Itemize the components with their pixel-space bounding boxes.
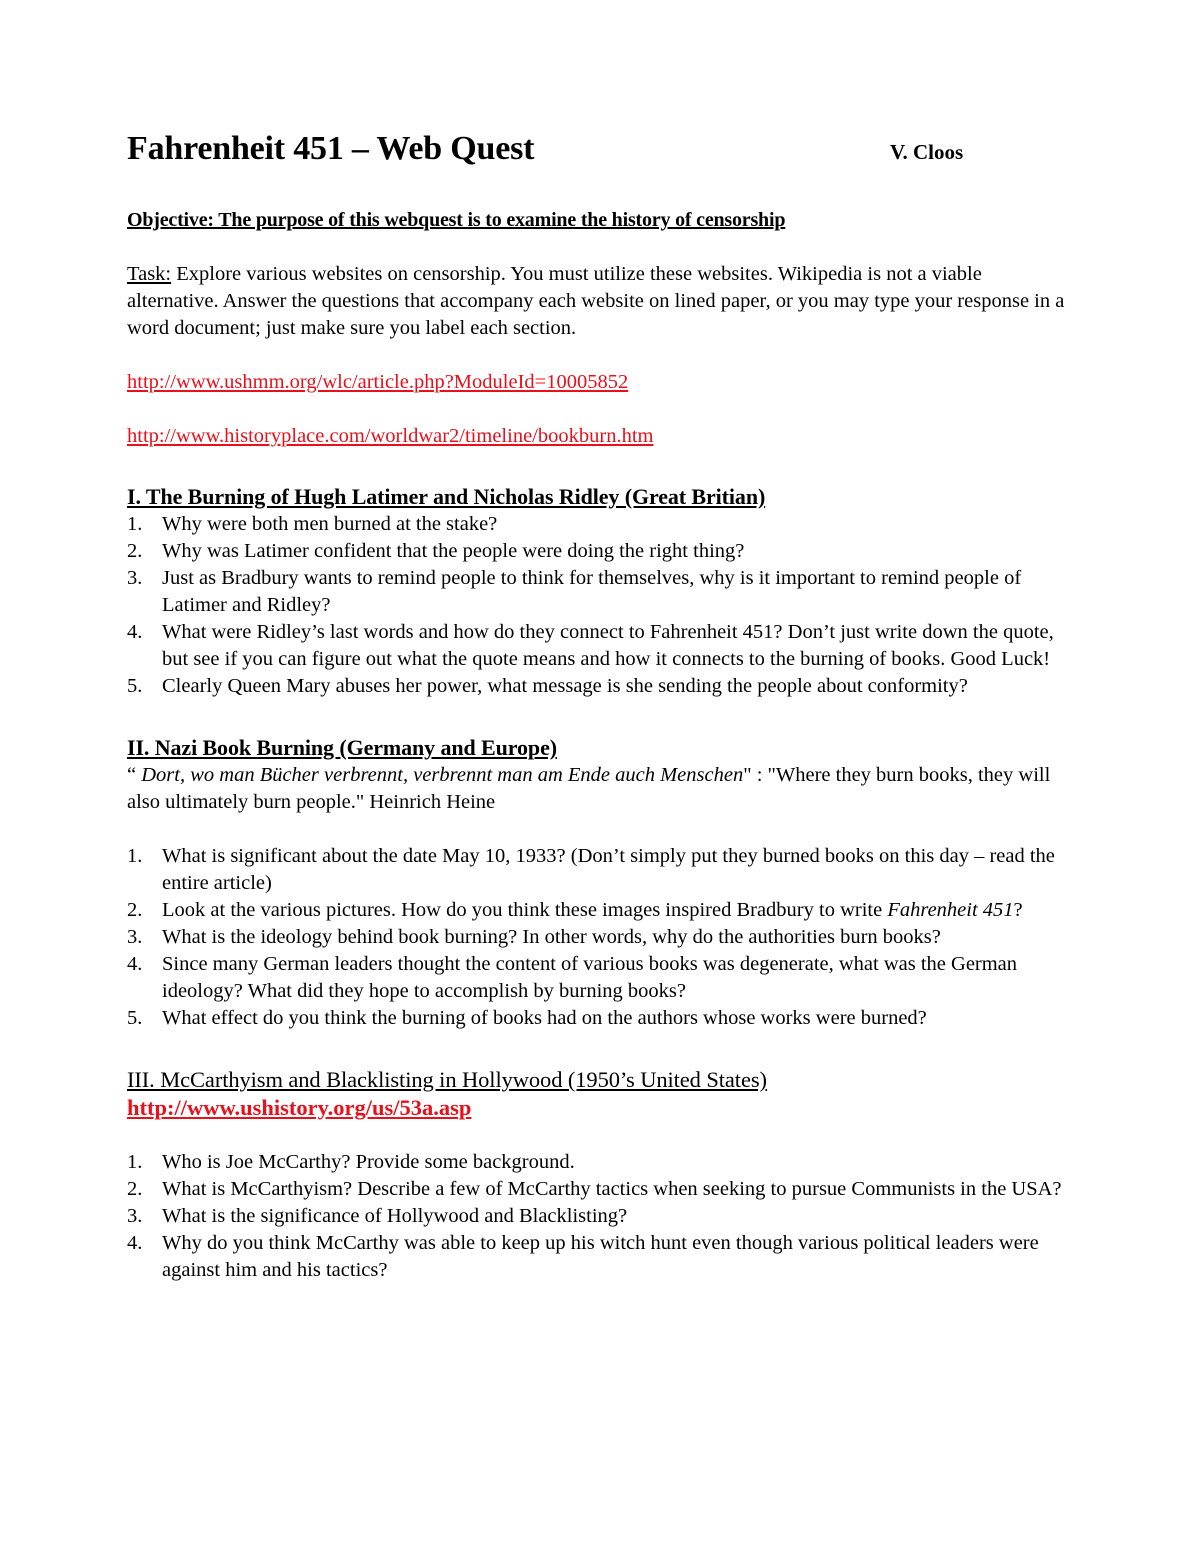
- section-1-heading: I. The Burning of Hugh Latimer and Nicholas Ridley (Great Britian): [127, 484, 766, 509]
- question-text: Why was Latimer confident that the people were doing the right thing?: [162, 540, 745, 562]
- task-paragraph: [127, 261, 1077, 342]
- list-item: [127, 1203, 1077, 1230]
- question-number: 1.: [127, 1151, 143, 1173]
- author-name: V. Cloos: [890, 140, 964, 164]
- task-label: Task:: [127, 263, 172, 285]
- objective: Objective: The purpose of this webquest is to examine the history of censorship: [127, 209, 786, 231]
- quote-open: “: [127, 764, 142, 786]
- question-text: What is the ideology behind book burning? In other words, why do the authorities burn books?: [162, 926, 941, 948]
- question-text-end: ?: [1013, 899, 1023, 921]
- question-number: 1.: [127, 513, 143, 535]
- section-2-questions: [127, 843, 1077, 1032]
- section-2-heading: II. Nazi Book Burning (Germany and Europe): [127, 735, 557, 760]
- question-text: What were Ridley’s last words and how do they connect to Fahrenheit 451? Don’t just write down the quote, but see if you can figure out what the quote means and how it connects to the burning of books. Good Luck!: [162, 621, 1054, 670]
- question-text: Since many German leaders thought the content of various books was degenerate, what was the German ideology? What did they hope to accomplish by burning books?: [162, 953, 1018, 1002]
- list-item: [127, 1176, 1077, 1203]
- question-text: What effect do you think the burning of books had on the authors whose works were burned?: [162, 1007, 927, 1029]
- question-number: 4.: [127, 1232, 143, 1254]
- list-item: [127, 1149, 1077, 1176]
- heine-quote: [127, 762, 1077, 816]
- list-item: [127, 1005, 1077, 1032]
- header: [127, 126, 1077, 174]
- list-item: [127, 924, 1077, 951]
- quote-translation: " : "Where they burn books, they will also ultimately burn people." Heinrich Heine: [127, 764, 1051, 813]
- question-text: What is McCarthyism? Describe a few of McCarthy tactics when seeking to pursue Communists in the USA?: [162, 1178, 1062, 1200]
- question-text: Why were both men burned at the stake?: [162, 513, 498, 535]
- book-title: Fahrenheit 451: [887, 899, 1014, 921]
- task-text: Explore various websites on censorship. You must utilize these websites. Wikipedia is not a viable alternative. Answer the questions that accompany each website on lined paper, or you may type your response in a word document; just make sure you label each section.: [127, 263, 1065, 339]
- question-text: Look at the various pictures. How do you think these images inspired Bradbury to write: [162, 899, 888, 921]
- list-item: [127, 538, 1077, 565]
- question-number: 3.: [127, 1205, 143, 1227]
- list-item: [127, 619, 1077, 673]
- list-item: [127, 511, 1077, 538]
- list-item: [127, 951, 1077, 1005]
- question-number: 5.: [127, 675, 143, 697]
- section-3-questions: [127, 1149, 1077, 1284]
- question-text: Just as Bradbury wants to remind people to think for themselves, why is it important to remind people of Latimer and Ridley?: [162, 567, 1022, 616]
- question-text: Why do you think McCarthy was able to keep up his witch hunt even though various political leaders were against him and his tactics?: [162, 1232, 1039, 1281]
- question-number: 2.: [127, 540, 143, 562]
- list-item: [127, 673, 1077, 700]
- question-number: 5.: [127, 1007, 143, 1029]
- quote-german: Dort, wo man Bücher verbrennt, verbrennt man am Ende auch Menschen: [141, 764, 744, 786]
- list-item: [127, 897, 1077, 924]
- list-item: [127, 565, 1077, 619]
- question-number: 2.: [127, 899, 143, 921]
- section-3-heading: III. McCarthyism and Blacklisting in Hollywood (1950’s United States): [127, 1067, 767, 1092]
- question-number: 1.: [127, 845, 143, 867]
- question-text: What is significant about the date May 10, 1933? (Don’t simply put they burned books on this day – read the entire article): [162, 845, 1055, 894]
- question-number: 4.: [127, 621, 143, 643]
- question-text: Clearly Queen Mary abuses her power, what message is she sending the people about conformity?: [162, 675, 968, 697]
- document-title: Fahrenheit 451 – Web Quest: [127, 130, 535, 167]
- document-page: [127, 126, 1077, 1284]
- ushmm-link[interactable]: http://www.ushmm.org/wlc/article.php?ModuleId=10005852: [127, 371, 629, 393]
- section-1-questions: [127, 511, 1077, 700]
- question-text: What is the significance of Hollywood and Blacklisting?: [162, 1205, 628, 1227]
- list-item: [127, 843, 1077, 897]
- list-item: [127, 1230, 1077, 1284]
- question-text: Who is Joe McCarthy? Provide some background.: [162, 1151, 575, 1173]
- question-number: 3.: [127, 567, 143, 589]
- question-number: 4.: [127, 953, 143, 975]
- ushistory-link[interactable]: http://www.ushistory.org/us/53a.asp: [127, 1095, 472, 1120]
- question-number: 2.: [127, 1178, 143, 1200]
- historyplace-link[interactable]: http://www.historyplace.com/worldwar2/timeline/bookburn.htm: [127, 425, 654, 447]
- question-number: 3.: [127, 926, 143, 948]
